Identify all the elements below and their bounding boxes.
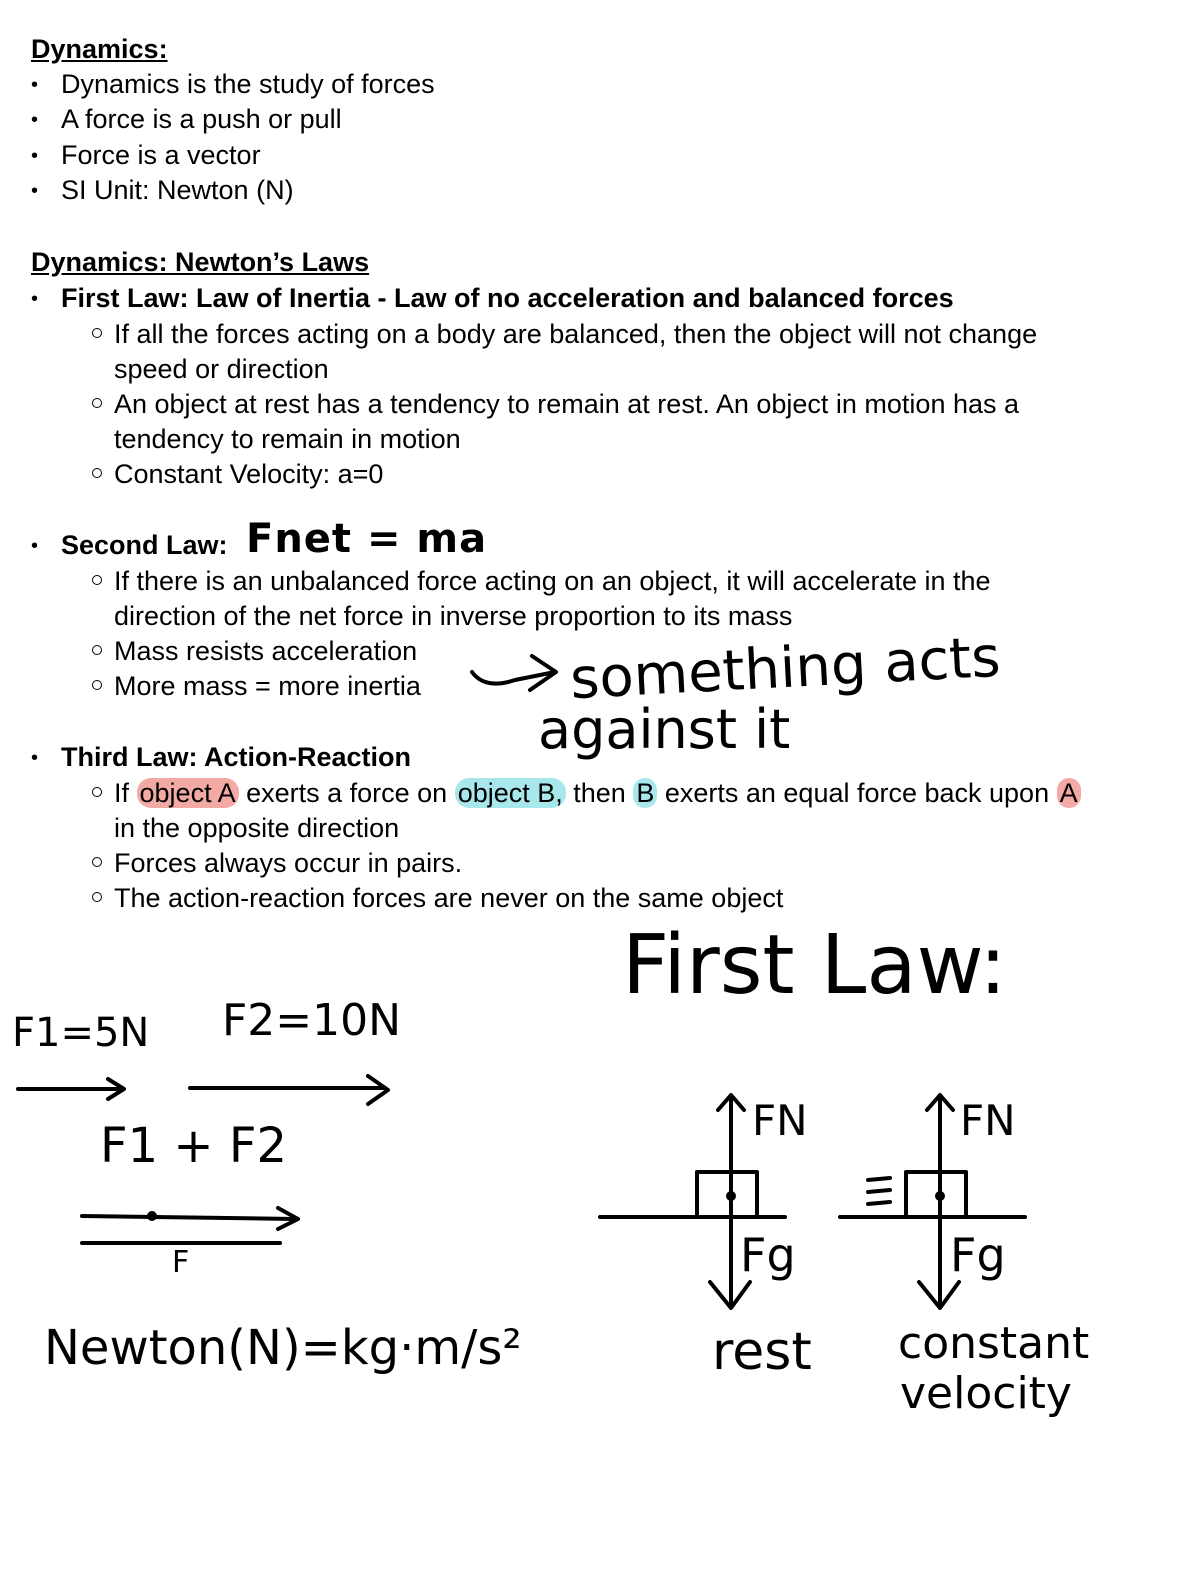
- sub-bullet-text-cont: tendency to remain in motion: [114, 424, 461, 454]
- sum-arrow-dot: [147, 1211, 157, 1221]
- sub-bullet-text-cont: direction of the net force in inverse proportion to its mass: [114, 601, 793, 631]
- sub-bullet-text-cont: in the opposite direction: [114, 813, 400, 843]
- sub-bullet-text: If there is an unbalanced force acting on an object, it will accelerate in the: [114, 566, 991, 596]
- handwritten-formula-fnet: Fnet = ma: [246, 516, 488, 562]
- handwritten-sum-label: F1 + F2: [100, 1118, 288, 1174]
- sub-bullet-text: An object at rest has a tendency to remain at rest. An object in motion has a: [114, 389, 1020, 419]
- bullet-text: A force is a push or pull: [61, 104, 342, 134]
- text-segment: exerts an equal force back upon: [657, 778, 1057, 808]
- first-law-title: First Law: Law of Inertia - Law of no acceleration and balanced forces: [61, 283, 954, 313]
- motion-line-1: [868, 1178, 890, 1180]
- third-law-title: Third Law: Action-Reaction: [61, 742, 411, 772]
- text-segment: exerts a force on: [238, 778, 455, 808]
- section-heading-newtons-laws: Dynamics: Newton’s Laws: [31, 247, 370, 277]
- motion-line-2: [868, 1190, 890, 1192]
- handwritten-constant-label: constant: [898, 1318, 1090, 1369]
- handwritten-fg-label-velocity: Fg: [950, 1228, 1006, 1282]
- sub-bullet-text-cont: speed or direction: [114, 354, 329, 384]
- highlight-a: A: [1057, 778, 1081, 808]
- bullet-dot: •: [31, 74, 39, 96]
- bullet-dot: •: [31, 747, 39, 769]
- handwritten-fg-label-rest: Fg: [740, 1228, 796, 1282]
- handwritten-fn-label-rest: FN: [752, 1096, 808, 1145]
- bullet-dot: •: [31, 535, 39, 557]
- handwritten-note-line1: something acts: [568, 624, 1002, 713]
- highlight-object-a: object A: [137, 778, 239, 808]
- sub-bullet-text: Forces always occur in pairs.: [114, 848, 463, 878]
- sub-bullet-text: Constant Velocity: a=0: [114, 459, 384, 489]
- block-2-center-dot: [935, 1191, 945, 1201]
- handwritten-newton-definition: Newton(N)=kg·m/s²: [44, 1320, 522, 1376]
- bullet-text: Force is a vector: [61, 140, 261, 170]
- bullet-text: SI Unit: Newton (N): [61, 175, 294, 205]
- handwritten-first-law-title: First Law:: [622, 918, 1007, 1013]
- sub-bullet-text: More mass = more inertia: [114, 671, 421, 701]
- bullet-dot: •: [31, 145, 39, 167]
- bullet-dot: •: [31, 288, 39, 310]
- bullet-dot: •: [31, 180, 39, 202]
- bullet-text: Dynamics is the study of forces: [61, 69, 435, 99]
- section-heading-dynamics: Dynamics:: [31, 34, 168, 64]
- handwritten-rest-label: rest: [712, 1322, 812, 1382]
- handwritten-note-line2: against it: [538, 698, 791, 761]
- sum-arrow-shaft: [82, 1216, 295, 1219]
- text-segment: then: [565, 778, 634, 808]
- second-law-title: Second Law:: [61, 530, 228, 560]
- sub-bullet-text: The action-reaction forces are never on the same object: [114, 883, 784, 913]
- handwritten-f1-label: F1=5N: [12, 1010, 150, 1056]
- bullet-dot: •: [31, 109, 39, 131]
- text-segment: If: [114, 778, 137, 808]
- highlight-b: B: [633, 778, 657, 808]
- motion-line-3: [868, 1202, 890, 1204]
- sub-bullet-text: If all the forces acting on a body are balanced, then the object will not change: [114, 319, 1038, 349]
- highlight-object-b: object B,: [455, 778, 566, 808]
- block-1-center-dot: [726, 1191, 736, 1201]
- sub-bullet-text: Mass resists acceleration: [114, 636, 418, 666]
- handwritten-resultant-label: F: [172, 1245, 190, 1280]
- handwritten-fn-label-velocity: FN: [960, 1096, 1016, 1145]
- handwritten-f2-label: F2=10N: [222, 995, 402, 1046]
- handwritten-velocity-label: velocity: [900, 1368, 1072, 1419]
